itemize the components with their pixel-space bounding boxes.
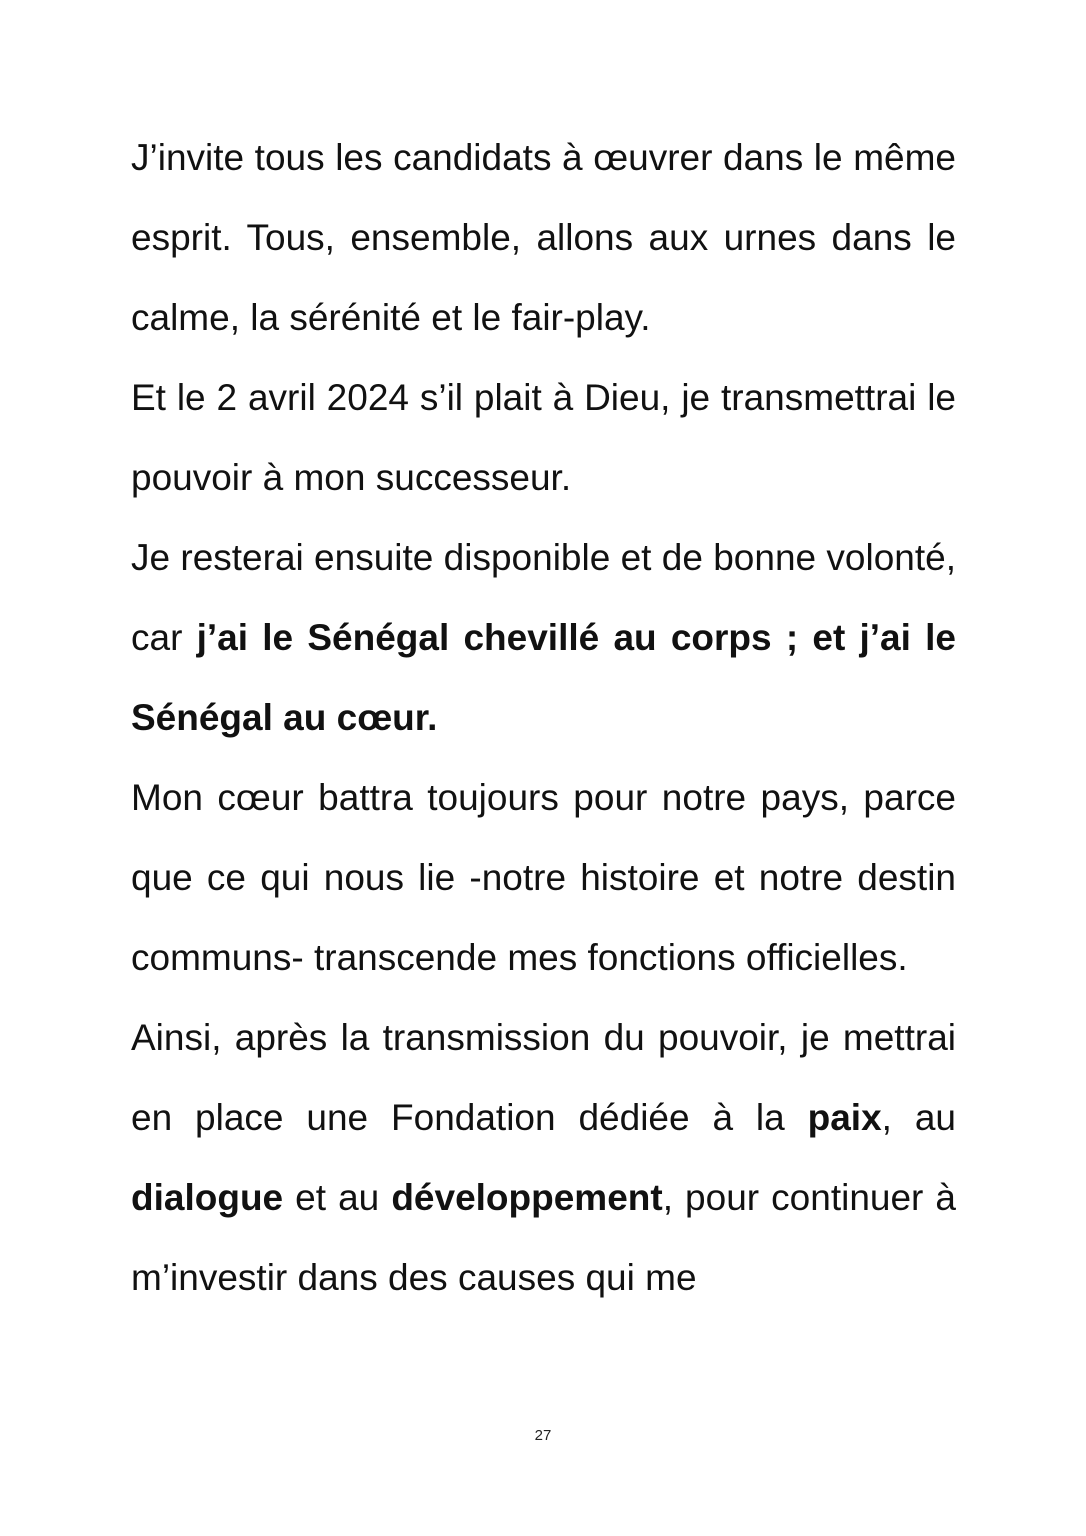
text-segment: J’invite tous les candidats à œuvrer dans le même esprit. Tous, ensemble, allons aux urnes dans le calme, la sérénité et le fair-play. [131, 137, 956, 338]
text-segment: Et le 2 avril 2024 s’il plait à Dieu, je transmettrai le pouvoir à mon successeur. [131, 377, 956, 498]
text-segment: Je resterai ensuite disponible et de bonne volonté, car [131, 537, 956, 658]
page-number: 27 [534, 1427, 552, 1444]
text-segment: et au [283, 1177, 392, 1218]
paragraph-invitation [131, 118, 956, 358]
bold-text-segment: dialogue [131, 1177, 284, 1218]
text-segment: Ainsi, après la transmission du pouvoir, je mettrai en place une Fondation dédiée à la [131, 1017, 956, 1138]
paragraph-foundation [131, 998, 956, 1318]
paragraph-transfer-date [131, 358, 956, 518]
bold-text-segment: j’ai le Sénégal chevillé au corps ; et j’ai le Sénégal au cœur. [131, 617, 956, 738]
paragraph-availability [131, 518, 956, 758]
paragraph-heart [131, 758, 956, 998]
text-segment: , au [881, 1097, 956, 1138]
bold-text-segment: paix [807, 1097, 882, 1138]
text-segment: Mon cœur battra toujours pour notre pays, parce que ce qui nous lie -notre histoire et notre destin communs- transcende mes fonctions officielles. [131, 777, 956, 978]
text-segment: , pour continuer à m’investir dans des causes qui me [131, 1177, 956, 1298]
bold-text-segment: développement [391, 1177, 663, 1218]
body-text [131, 118, 956, 1318]
